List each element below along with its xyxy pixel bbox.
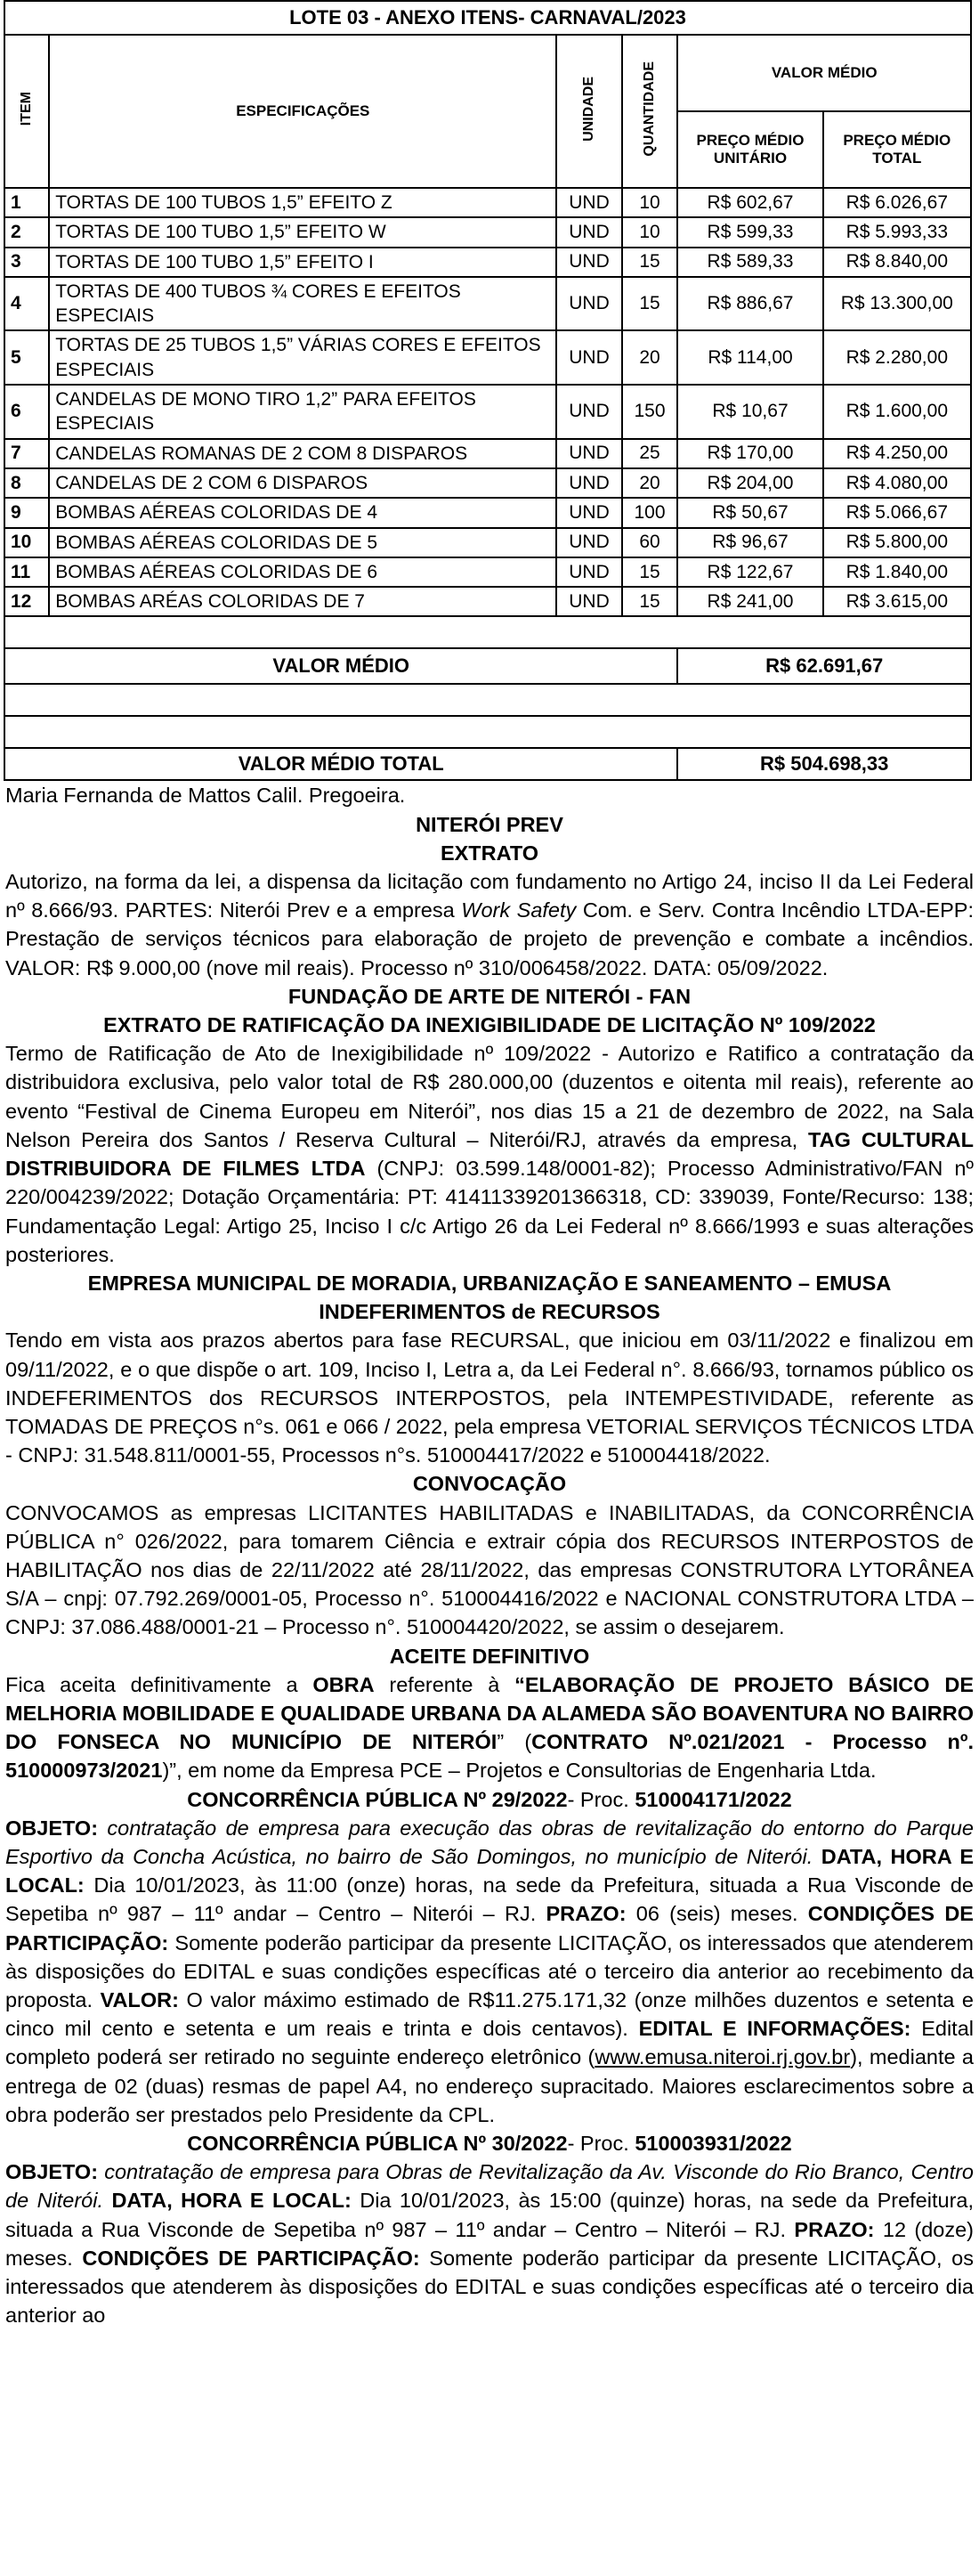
valor-medio-total-value: R$ 504.698,33 xyxy=(677,748,971,780)
qty-cell: 10 xyxy=(622,188,678,217)
table-row xyxy=(4,188,971,217)
unit-cell: UND xyxy=(556,557,621,587)
unit-cell: UND xyxy=(556,217,621,247)
fan-subheading: EXTRATO DE RATIFICAÇÃO DA INEXIGIBILIDADE DE LICITAÇÃO Nº 109/2022 xyxy=(103,1013,876,1037)
table-row xyxy=(4,277,971,331)
unit-price-cell: R$ 122,67 xyxy=(677,557,822,587)
spec-cell: BOMBAS AÉREAS COLORIDAS DE 6 xyxy=(49,557,556,587)
table-row xyxy=(4,248,971,277)
total-cell: R$ 8.840,00 xyxy=(823,248,971,277)
unit-cell: UND xyxy=(556,385,621,439)
cp30-heading: CONCORRÊNCIA PÚBLICA Nº 30/2022- Proc. 510003931/2022 xyxy=(187,2132,792,2155)
spec-cell: BOMBAS AÉREAS COLORIDAS DE 5 xyxy=(49,528,556,557)
unit-price-cell: R$ 241,00 xyxy=(677,587,822,616)
convocacao-heading: CONVOCAÇÃO xyxy=(412,1472,567,1496)
table-row xyxy=(4,468,971,498)
table-row xyxy=(4,330,971,385)
item-cell: 11 xyxy=(4,557,49,587)
unit-price-cell: R$ 599,33 xyxy=(677,217,822,247)
total-cell: R$ 4.250,00 xyxy=(823,439,971,468)
item-cell: 9 xyxy=(4,498,49,527)
table-body xyxy=(4,188,971,616)
aceite-heading: ACEITE DEFINITIVO xyxy=(389,1644,590,1668)
spec-cell: CANDELAS DE 2 COM 6 DISPAROS xyxy=(49,468,556,498)
unit-price-cell: R$ 589,33 xyxy=(677,248,822,277)
total-cell: R$ 1.600,00 xyxy=(823,385,971,439)
signature: Maria Fernanda de Mattos Calil. Pregoeira. xyxy=(5,784,406,808)
cp29-paragraph: OBJETO: contratação de empresa para execução das obras de revitalização do entorno do Parque Esportivo da Concha Acústica, no bairro de São Domingos, no município de Niterói. DATA, HORA E LOCAL: Dia 10/01/2023, às 11:00 (onze) horas, na sede da Prefeitura, situada a Rua Visconde de Sepetiba nº 987 – 11º andar – Centro – Niterói – RJ. PRAZO: 06 (seis) meses. CONDIÇÕES DE PARTICIPAÇÃO: Somente poderão participar da presente LICITAÇÃO, os interessados que atenderem às disposições do EDITAL e suas condições específicas até o terceiro dia anterior ao recebimento da proposta. VALOR: O valor máximo estimado de R$11.275.171,32 (onze milhões duzentos e setenta e cinco mil cento e setenta e um reais e trinta e dois centavos). EDITAL E INFORMAÇÕES: Edital completo poderá ser retirado no seguinte endereço eletrônico (www.emusa.niteroi.rj.gov.br), mediante a entrega de 02 (duas) resmas de papel A4, no endereço supracitado. Maiores esclarecimentos sobre a obra poderão ser prestados pelo Presidente da CPL. xyxy=(5,1816,975,2126)
qty-cell: 10 xyxy=(622,217,678,247)
unit-price-cell: R$ 602,67 xyxy=(677,188,822,217)
total-cell: R$ 5.800,00 xyxy=(823,528,971,557)
item-cell: 1 xyxy=(4,188,49,217)
qty-cell: 15 xyxy=(622,277,678,331)
table-title: LOTE 03 - ANEXO ITENS- CARNAVAL/2023 xyxy=(4,1,971,35)
qty-cell: 15 xyxy=(622,587,678,616)
fan-heading: FUNDAÇÃO DE ARTE DE NITERÓI - FAN xyxy=(287,984,692,1008)
emusa-subheading: INDEFERIMENTOS de RECURSOS xyxy=(319,1300,660,1324)
total-cell: R$ 4.080,00 xyxy=(823,468,971,498)
valor-medio-total-label: VALOR MÉDIO TOTAL xyxy=(4,748,677,780)
header-item: ITEM xyxy=(4,35,49,188)
spec-cell: BOMBAS ARÉAS COLORIDAS DE 7 xyxy=(49,587,556,616)
item-cell: 7 xyxy=(4,439,49,468)
unit-price-cell: R$ 114,00 xyxy=(677,330,822,385)
table-row xyxy=(4,385,971,439)
unit-price-cell: R$ 170,00 xyxy=(677,439,822,468)
convocacao-paragraph: CONVOCAMOS as empresas LICITANTES HABILITADAS e INABILITADAS, da CONCORRÊNCIA PÚBLICA n° 026/2022, para tomarem Ciência e extrair cópia dos RECURSOS INTERPOSTOS de HABILITAÇÃO nos dias de 22/11/2022 até 28/11/2022, das empresas CONSTRUTORA LYTORÂNEA S/A – cnpj: 07.792.269/0001-05, Processo n°. 510004416/2022 e NACIONAL CONSTRUTORA LTDA – CNPJ: 37.086.488/0001-21 – Processo n°. 510004420/2022, se assim o desejarem. xyxy=(5,1500,974,1639)
cp29-heading: CONCORRÊNCIA PÚBLICA Nº 29/2022- Proc. 510004171/2022 xyxy=(187,1787,792,1811)
unit-cell: UND xyxy=(556,468,621,498)
qty-cell: 60 xyxy=(622,528,678,557)
qty-cell: 15 xyxy=(622,557,678,587)
valor-medio-label: VALOR MÉDIO xyxy=(4,648,677,684)
item-cell: 6 xyxy=(4,385,49,439)
unit-cell: UND xyxy=(556,330,621,385)
unit-price-cell: R$ 10,67 xyxy=(677,385,822,439)
item-cell: 5 xyxy=(4,330,49,385)
table-row xyxy=(4,528,971,557)
spec-cell: CANDELAS ROMANAS DE 2 COM 8 DISPAROS xyxy=(49,439,556,468)
unit-cell: UND xyxy=(556,277,621,331)
item-cell: 8 xyxy=(4,468,49,498)
header-preco-total: PREÇO MÉDIO TOTAL xyxy=(823,111,971,188)
blank-row xyxy=(4,716,971,748)
unit-price-cell: R$ 886,67 xyxy=(677,277,822,331)
total-cell: R$ 6.026,67 xyxy=(823,188,971,217)
unit-price-cell: R$ 50,67 xyxy=(677,498,822,527)
lote-table xyxy=(4,0,972,781)
header-unit: UNIDADE xyxy=(556,35,621,188)
item-cell: 2 xyxy=(4,217,49,247)
aceite-paragraph: Fica aceita definitivamente a OBRA referente à “ELABORAÇÃO DE PROJETO BÁSICO DE MELHORIA MOBILIDADE E QUALIDADE URBANA DA ALAMEDA SÃO BOAVENTURA NO BAIRRO DO FONSECA NO MUNICÍPIO DE NITERÓI” (CONTRATO Nº.021/2021 - Processo nº. 510000973/2021)”, em nome da Empresa PCE – Projetos e Consultorias de Engenharia Ltda. xyxy=(5,1672,974,1783)
total-cell: R$ 13.300,00 xyxy=(823,277,971,331)
total-cell: R$ 5.066,67 xyxy=(823,498,971,527)
niteroi-prev-heading: NITERÓI PREV xyxy=(416,812,563,836)
item-cell: 10 xyxy=(4,528,49,557)
unit-price-cell: R$ 96,67 xyxy=(677,528,822,557)
spec-cell: TORTAS DE 25 TUBOS 1,5” VÁRIAS CORES E EFEITOS ESPECIAIS xyxy=(49,330,556,385)
unit-price-cell: R$ 204,00 xyxy=(677,468,822,498)
spec-cell: BOMBAS AÉREAS COLORIDAS DE 4 xyxy=(49,498,556,527)
total-cell: R$ 2.280,00 xyxy=(823,330,971,385)
qty-cell: 20 xyxy=(622,330,678,385)
niteroi-prev-subheading: EXTRATO xyxy=(440,841,539,865)
unit-cell: UND xyxy=(556,528,621,557)
table-row xyxy=(4,587,971,616)
emusa-link[interactable]: www.emusa.niteroi.rj.gov.br xyxy=(595,2045,851,2069)
spec-cell: TORTAS DE 400 TUBOS ¾ CORES E EFEITOS ESPECIAIS xyxy=(49,277,556,331)
total-cell: R$ 3.615,00 xyxy=(823,587,971,616)
valor-medio-value: R$ 62.691,67 xyxy=(677,648,971,684)
table-row xyxy=(4,217,971,247)
header-valor-medio: VALOR MÉDIO xyxy=(677,35,971,111)
unit-cell: UND xyxy=(556,248,621,277)
unit-cell: UND xyxy=(556,498,621,527)
total-cell: R$ 1.840,00 xyxy=(823,557,971,587)
niteroi-prev-paragraph: Autorizo, na forma da lei, a dispensa da licitação com fundamento no Artigo 24, inciso II da Lei Federal nº 8.666/93. PARTES: Niterói Prev e a empresa Work Safety Com. e Serv. Contra Incêndio LTDA-EPP: Prestação de serviços técnicos para elaboração de projeto de prevenção e combate a incêndios. VALOR: R$ 9.000,00 (nove mil reais). Processo nº 310/006458/2022. DATA: 05/09/2022. xyxy=(5,870,974,979)
unit-cell: UND xyxy=(556,188,621,217)
spec-cell: TORTAS DE 100 TUBO 1,5” EFEITO W xyxy=(49,217,556,247)
blank-row xyxy=(4,684,971,716)
qty-cell: 20 xyxy=(622,468,678,498)
text-body xyxy=(5,781,974,2329)
qty-cell: 25 xyxy=(622,439,678,468)
spec-cell: TORTAS DE 100 TUBO 1,5” EFEITO I xyxy=(49,248,556,277)
header-spec: ESPECIFICAÇÕES xyxy=(49,35,556,188)
qty-cell: 150 xyxy=(622,385,678,439)
item-cell: 3 xyxy=(4,248,49,277)
header-preco-unit: PREÇO MÉDIO UNITÁRIO xyxy=(677,111,822,188)
unit-cell: UND xyxy=(556,587,621,616)
item-cell: 12 xyxy=(4,587,49,616)
header-qty: QUANTIDADE xyxy=(622,35,678,188)
fan-paragraph: Termo de Ratificação de Ato de Inexigibilidade nº 109/2022 - Autorizo e Ratifico a contratação da distribuidora exclusiva, pelo valor total de R$ 280.000,00 (duzentos e oitenta mil reais), referente ao evento “Festival de Cinema Europeu em Niterói”, nos dias 15 a 21 de dezembro de 2022, na Sala Nelson Pereira dos Santos / Reserva Cultural – Niterói/RJ, através da empresa, TAG CULTURAL DISTRIBUIDORA DE FILMES LTDA (CNPJ: 03.599.148/0001-82); Processo Administrativo/FAN nº 220/004239/2022; Dotação Orçamentária: PT: 41411339201366318, CD: 339039, Fonte/Recurso: 138; Fundamentação Legal: Artigo 25, Inciso I c/c Artigo 26 da Lei Federal nº 8.666/1993 e suas alterações posteriores. xyxy=(5,1042,975,1266)
emusa-paragraph: Tendo em vista aos prazos abertos para fase RECURSAL, que iniciou em 03/11/2022 e finalizou em 09/11/2022, e o que dispõe o art. 109, Inciso I, Letra a, da Lei Federal n°. 8.666/93, tornamos público os INDEFERIMENTOS dos RECURSOS INTERPOSTOS, pela INTEMPESTIVIDADE, referente as TOMADAS DE PREÇOS n°s. 061 e 066 / 2022, pela empresa VETORIAL SERVIÇOS TÉCNICOS LTDA - CNPJ: 31.548.811/0001-55, Processos n°s. 510004417/2022 e 510004418/2022. xyxy=(5,1329,974,1467)
spec-cell: CANDELAS DE MONO TIRO 1,2” PARA EFEITOS ESPECIAIS xyxy=(49,385,556,439)
unit-cell: UND xyxy=(556,439,621,468)
spec-cell: TORTAS DE 100 TUBOS 1,5” EFEITO Z xyxy=(49,188,556,217)
qty-cell: 100 xyxy=(622,498,678,527)
total-cell: R$ 5.993,33 xyxy=(823,217,971,247)
table-row xyxy=(4,557,971,587)
table-row xyxy=(4,498,971,527)
qty-cell: 15 xyxy=(622,248,678,277)
table-row xyxy=(4,439,971,468)
item-cell: 4 xyxy=(4,277,49,331)
emusa-heading: EMPRESA MUNICIPAL DE MORADIA, URBANIZAÇÃO E SANEAMENTO – EMUSA xyxy=(87,1271,892,1295)
cp30-paragraph: OBJETO: contratação de empresa para Obras de Revitalização da Av. Visconde do Rio Branco, Centro de Niterói. DATA, HORA E LOCAL: Dia 10/01/2023, às 15:00 (quinze) horas, na sede da Prefeitura, situada a Rua Visconde de Sepetiba nº 987 – 11º andar – Centro – Niterói – RJ. PRAZO: 12 (doze) meses. CONDIÇÕES DE PARTICIPAÇÃO: Somente poderão participar da presente LICITAÇÃO, os interessados que atenderem às disposições do EDITAL e suas condições específicas até o terceiro dia anterior ao xyxy=(5,2160,974,2328)
blank-row xyxy=(4,616,971,648)
